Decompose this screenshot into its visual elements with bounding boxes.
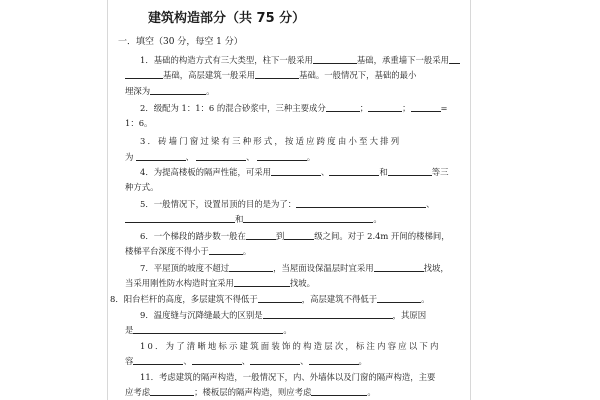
blank: [374, 262, 424, 272]
question-10-line-1: 10．为了清晰地标示建筑面装饰的构造层次，标注内容应以下内: [140, 341, 441, 351]
question-2-line-2: 1：6。: [125, 118, 153, 128]
blank: [411, 102, 441, 112]
blank: [449, 54, 460, 64]
blank: [125, 213, 235, 223]
blank: [192, 355, 242, 365]
blank: [388, 166, 432, 176]
document-title: 建筑构造部分（共 75 分）: [148, 11, 306, 26]
question-2-line-1: 2．级配为 1：1：6 的混合砂浆中，三种主要成分 ； ； =: [140, 103, 448, 113]
question-11-line-2: 应考虑 ；楼板层的隔声构造，则应考虑 。: [125, 387, 376, 397]
question-10-line-2: 容 、 、 、 。: [125, 356, 367, 366]
blank: [209, 245, 243, 255]
question-3-line-1: 3．砖墙门窗过梁有三种形式，按适应跨度由小至大排列: [140, 136, 402, 146]
blank: [136, 151, 186, 161]
blank: [377, 293, 421, 303]
blank: [255, 69, 299, 79]
question-6-line-1: 6．一个梯段的踏步数一般在 到 级之间。对于 2.4m 开间的楼梯间，: [140, 231, 450, 241]
question-5-line-1: 5．一般情况下，设置吊顶的目的是为了： 、: [140, 199, 435, 209]
blank: [150, 386, 194, 396]
question-6-line-2: 楼梯平台深度不得小于 。: [125, 246, 252, 256]
question-1-line-2: 基础，高层建筑一般采用 基础。一般情况下，基础的最小: [125, 69, 459, 81]
blank: [296, 198, 426, 208]
blank: [309, 355, 359, 365]
question-3-line-2: 为 、 、 。: [125, 152, 318, 162]
blank: [329, 166, 379, 176]
blank: [243, 213, 373, 223]
blank: [133, 355, 183, 365]
blank: [284, 230, 314, 240]
blank: [196, 151, 246, 161]
blank: [234, 277, 290, 287]
page-edge-right: [470, 0, 471, 400]
blank: [246, 230, 276, 240]
section-heading: 一．填空（30 分，每空 1 分）: [118, 37, 243, 47]
blank: [125, 69, 163, 79]
blank: [150, 85, 206, 95]
blank: [271, 166, 321, 176]
blank: [368, 102, 402, 112]
blank: [313, 54, 357, 64]
question-1-line-3: 埋深为 。: [125, 86, 215, 96]
question-7-line-1: 7．平屋顶的坡度不超过 ，当屋面设保温层时宜采用 找坡，: [140, 263, 449, 273]
question-5-line-2: 和 。: [125, 213, 459, 225]
question-9-line-1: 9．温度缝与沉降缝最大的区别是 ，其原因: [140, 310, 427, 320]
blank: [263, 309, 393, 319]
question-11-line-1: 11．考虑建筑的隔声构造，一般情况下，内、外墙体以及门窗的隔声构造，主要: [140, 372, 436, 382]
question-9-line-2: 是 。: [125, 325, 292, 335]
blank: [133, 324, 283, 334]
blank: [258, 293, 302, 303]
question-7-line-2: 当采用刚性防水构造时宜采用 找坡。: [125, 278, 315, 288]
question-4-line-2: 种方式。: [125, 182, 159, 192]
blank: [229, 262, 273, 272]
question-1-line-1: 1．基础的构造方式有三大类型，柱下一般采用 基础，承重墙下一般采用: [140, 54, 460, 66]
question-4-line-1: 4．为提高楼板的隔声性能，可采用 、 和 等三: [140, 167, 449, 177]
blank: [326, 102, 360, 112]
blank: [250, 355, 300, 365]
blank: [257, 151, 307, 161]
blank: [311, 386, 367, 396]
question-8-line-1: 8．阳台栏杆的高度，多层建筑不得低于 ，高层建筑不得低于 。: [110, 294, 430, 304]
